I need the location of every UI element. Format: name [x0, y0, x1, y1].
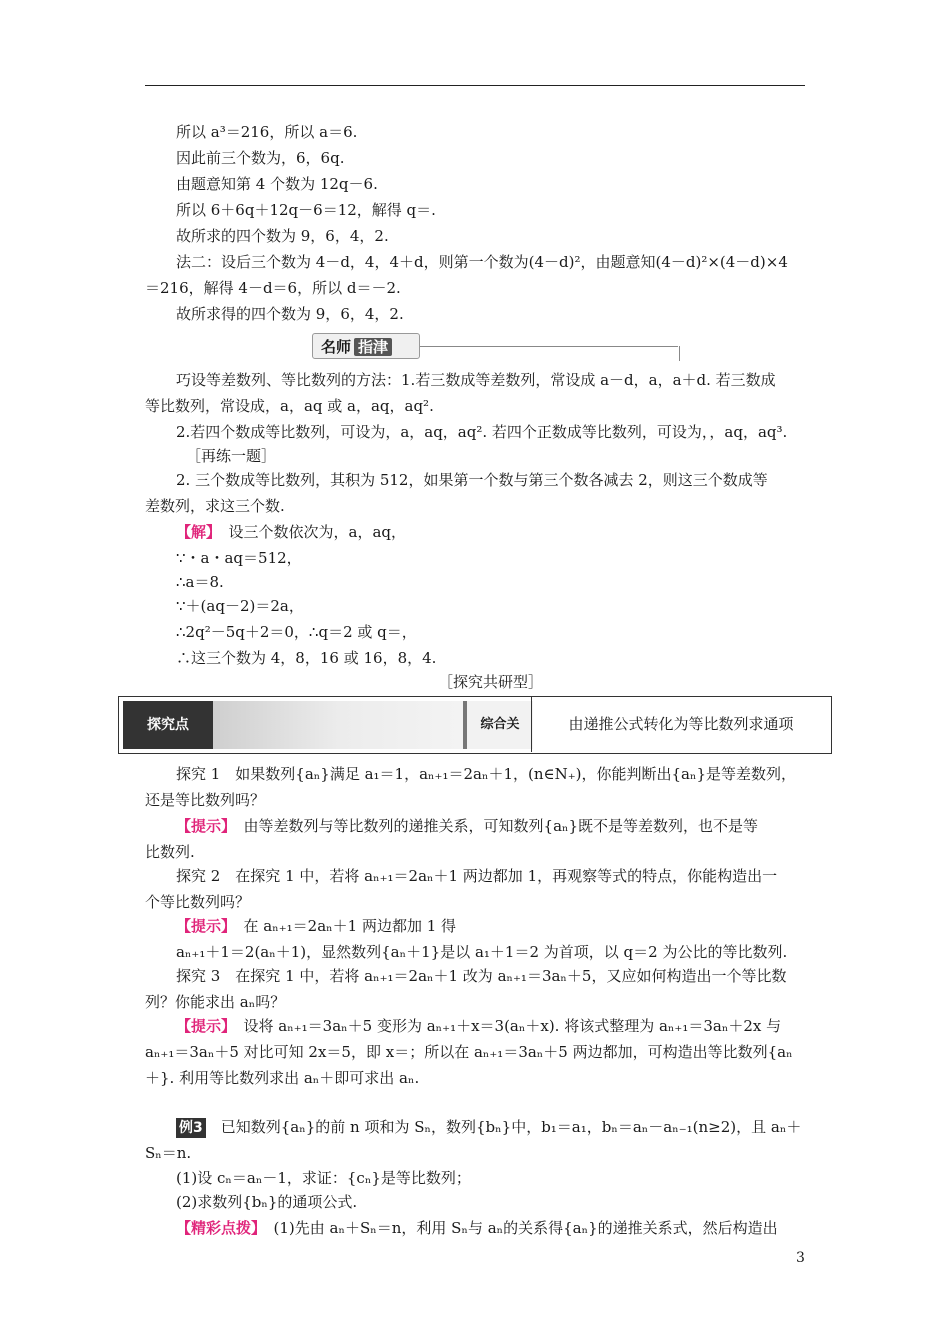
explore-line: 列？你能求出 aₙ吗？	[145, 993, 286, 1011]
jingcai-tag: 【精彩点拨】	[176, 1219, 259, 1237]
tip-line: 巧设等差数列、等比数列的方法：1.若三数成等差数列，常设成 a－d，a，a＋d. 若三数成	[176, 371, 776, 389]
solution-start: 【解】 设三个数依次为，a，aq，	[176, 523, 407, 541]
explore-label: 探究点	[123, 701, 213, 749]
problem-line: 差数列，求这三个数.	[145, 497, 285, 515]
explore-topic: 由递推公式转化为等比数列求通项	[531, 697, 830, 752]
text-line: 法二：设后三个数为 4－d，4，4＋d，则第一个数为(4－d)²，由题意知(4－d)²×(4－d)×4	[176, 253, 788, 271]
problem-line: 2. 三个数成等比数列，其积为 512，如果第一个数与第三个数各减去 2，则这三个数成等	[176, 471, 768, 489]
solution-line: ∴2q²－5q＋2＝0，∴q＝2 或 q＝，	[176, 623, 417, 641]
page-number: 3	[796, 1250, 805, 1266]
jie-tag: 【解】	[176, 523, 214, 541]
explore-line: 个等比数列吗？	[145, 893, 251, 911]
hint-tag: 【提示】	[176, 817, 229, 835]
hint-line: aₙ₊₁＝3aₙ＋5 对比可知 2x＝5，即 x＝；所以在 aₙ₊₁＝3aₙ＋5 两边都加，可构造出等比数列{aₙ	[145, 1043, 793, 1061]
hint-line: 【提示】 由等差数列与等比数列的递推关系，可知数列{aₙ}既不是等差数列，也不是等	[176, 817, 759, 835]
explore-box	[118, 696, 832, 754]
text-line: 因此前三个数为，6，6q.	[176, 149, 345, 167]
solution-line: ∵＋(aq－2)＝2a，	[176, 597, 304, 615]
practice-heading: ［再练一题］	[186, 447, 277, 465]
explore-line: 探究 2 在探究 1 中，若将 aₙ₊₁＝2aₙ＋1 两边都加 1，再观察等式的特点，你能构造出一	[176, 867, 778, 885]
text-line: 故所求得的四个数为 9，6，4，2.	[176, 305, 404, 323]
text-line: 故所求的四个数为 9，6，4，2.	[176, 227, 389, 245]
hint-line: 比数列.	[145, 843, 195, 861]
example-line: 例3 已知数列{aₙ}的前 n 项和为 Sₙ，数列{bₙ}中，b₁＝a₁，bₙ＝aₙ－aₙ₋₁(n≥2)，且 aₙ＋	[176, 1117, 801, 1137]
hint-line: 【提示】 设将 aₙ₊₁＝3aₙ＋5 变形为 aₙ₊₁＋x＝3(aₙ＋x). 将该式整理为 aₙ₊₁＝3aₙ＋2x 与	[176, 1017, 782, 1035]
text-line: 由题意知第 4 个数为 12q－6.	[176, 175, 378, 193]
tip-line: 2.若四个数成等比数列，可设为，a，aq，aq². 若四个正数成等比数列，可设为，，aq，aq³.	[176, 423, 788, 441]
solution-line: ∴这三个数为 4，8，16 或 16，8，4.	[176, 649, 437, 667]
example-part: (2)求数列{bₙ}的通项公式.	[176, 1193, 358, 1211]
section-title: ［探究共研型］	[438, 673, 544, 691]
text-line: ＝216，解得 4－d＝6，所以 d＝－2.	[145, 279, 401, 297]
explore-level: 综合关	[463, 701, 533, 749]
example-badge: 例3	[176, 1118, 206, 1138]
tips-banner	[310, 333, 680, 363]
hint-line: ＋}. 利用等比数列求出 aₙ＋即可求出 aₙ.	[145, 1069, 420, 1087]
explore-line: 探究 1 如果数列{aₙ}满足 a₁＝1，aₙ₊₁＝2aₙ＋1，(n∈N₊)，你能判断出{aₙ}是等差数列，	[176, 765, 797, 783]
hint-tag: 【提示】	[176, 1017, 229, 1035]
explore-line: 探究 3 在探究 1 中，若将 aₙ₊₁＝2aₙ＋1 改为 aₙ₊₁＝3aₙ＋5，又应如何构造出一个等比数	[176, 967, 787, 985]
hint-line: 【提示】 在 aₙ₊₁＝2aₙ＋1 两边都加 1 得	[176, 917, 457, 935]
jingcai-line: 【精彩点拨】 (1)先由 aₙ＋Sₙ＝n，利用 Sₙ与 aₙ的关系得{aₙ}的递推关系式，然后构造出	[176, 1219, 778, 1237]
banner-end	[679, 346, 680, 361]
tip-line: 等比数列，常设成，a，aq 或 a，aq，aq².	[145, 397, 434, 415]
hint-tag: 【提示】	[176, 917, 229, 935]
solution-line: ∵・a・aq＝512，	[176, 549, 302, 567]
banner-line	[420, 346, 678, 347]
explore-line: 还是等比数列吗？	[145, 791, 266, 809]
header-rule	[145, 85, 805, 86]
text-line: 所以 a³＝216，所以 a＝6.	[176, 123, 358, 141]
text-line: 所以 6＋6q＋12q－6＝12，解得 q＝.	[176, 201, 436, 219]
example-part: (1)设 cₙ＝aₙ－1，求证：{cₙ}是等比数列；	[176, 1169, 471, 1187]
hint-line: aₙ₊₁＋1＝2(aₙ＋1)，显然数列{aₙ＋1}是以 a₁＋1＝2 为首项，以 q＝2 为公比的等比数列.	[176, 943, 788, 961]
solution-line: ∴a＝8.	[176, 573, 224, 591]
tips-banner-label: 名师 指津	[312, 333, 420, 359]
example-line: Sₙ＝n.	[145, 1144, 192, 1162]
